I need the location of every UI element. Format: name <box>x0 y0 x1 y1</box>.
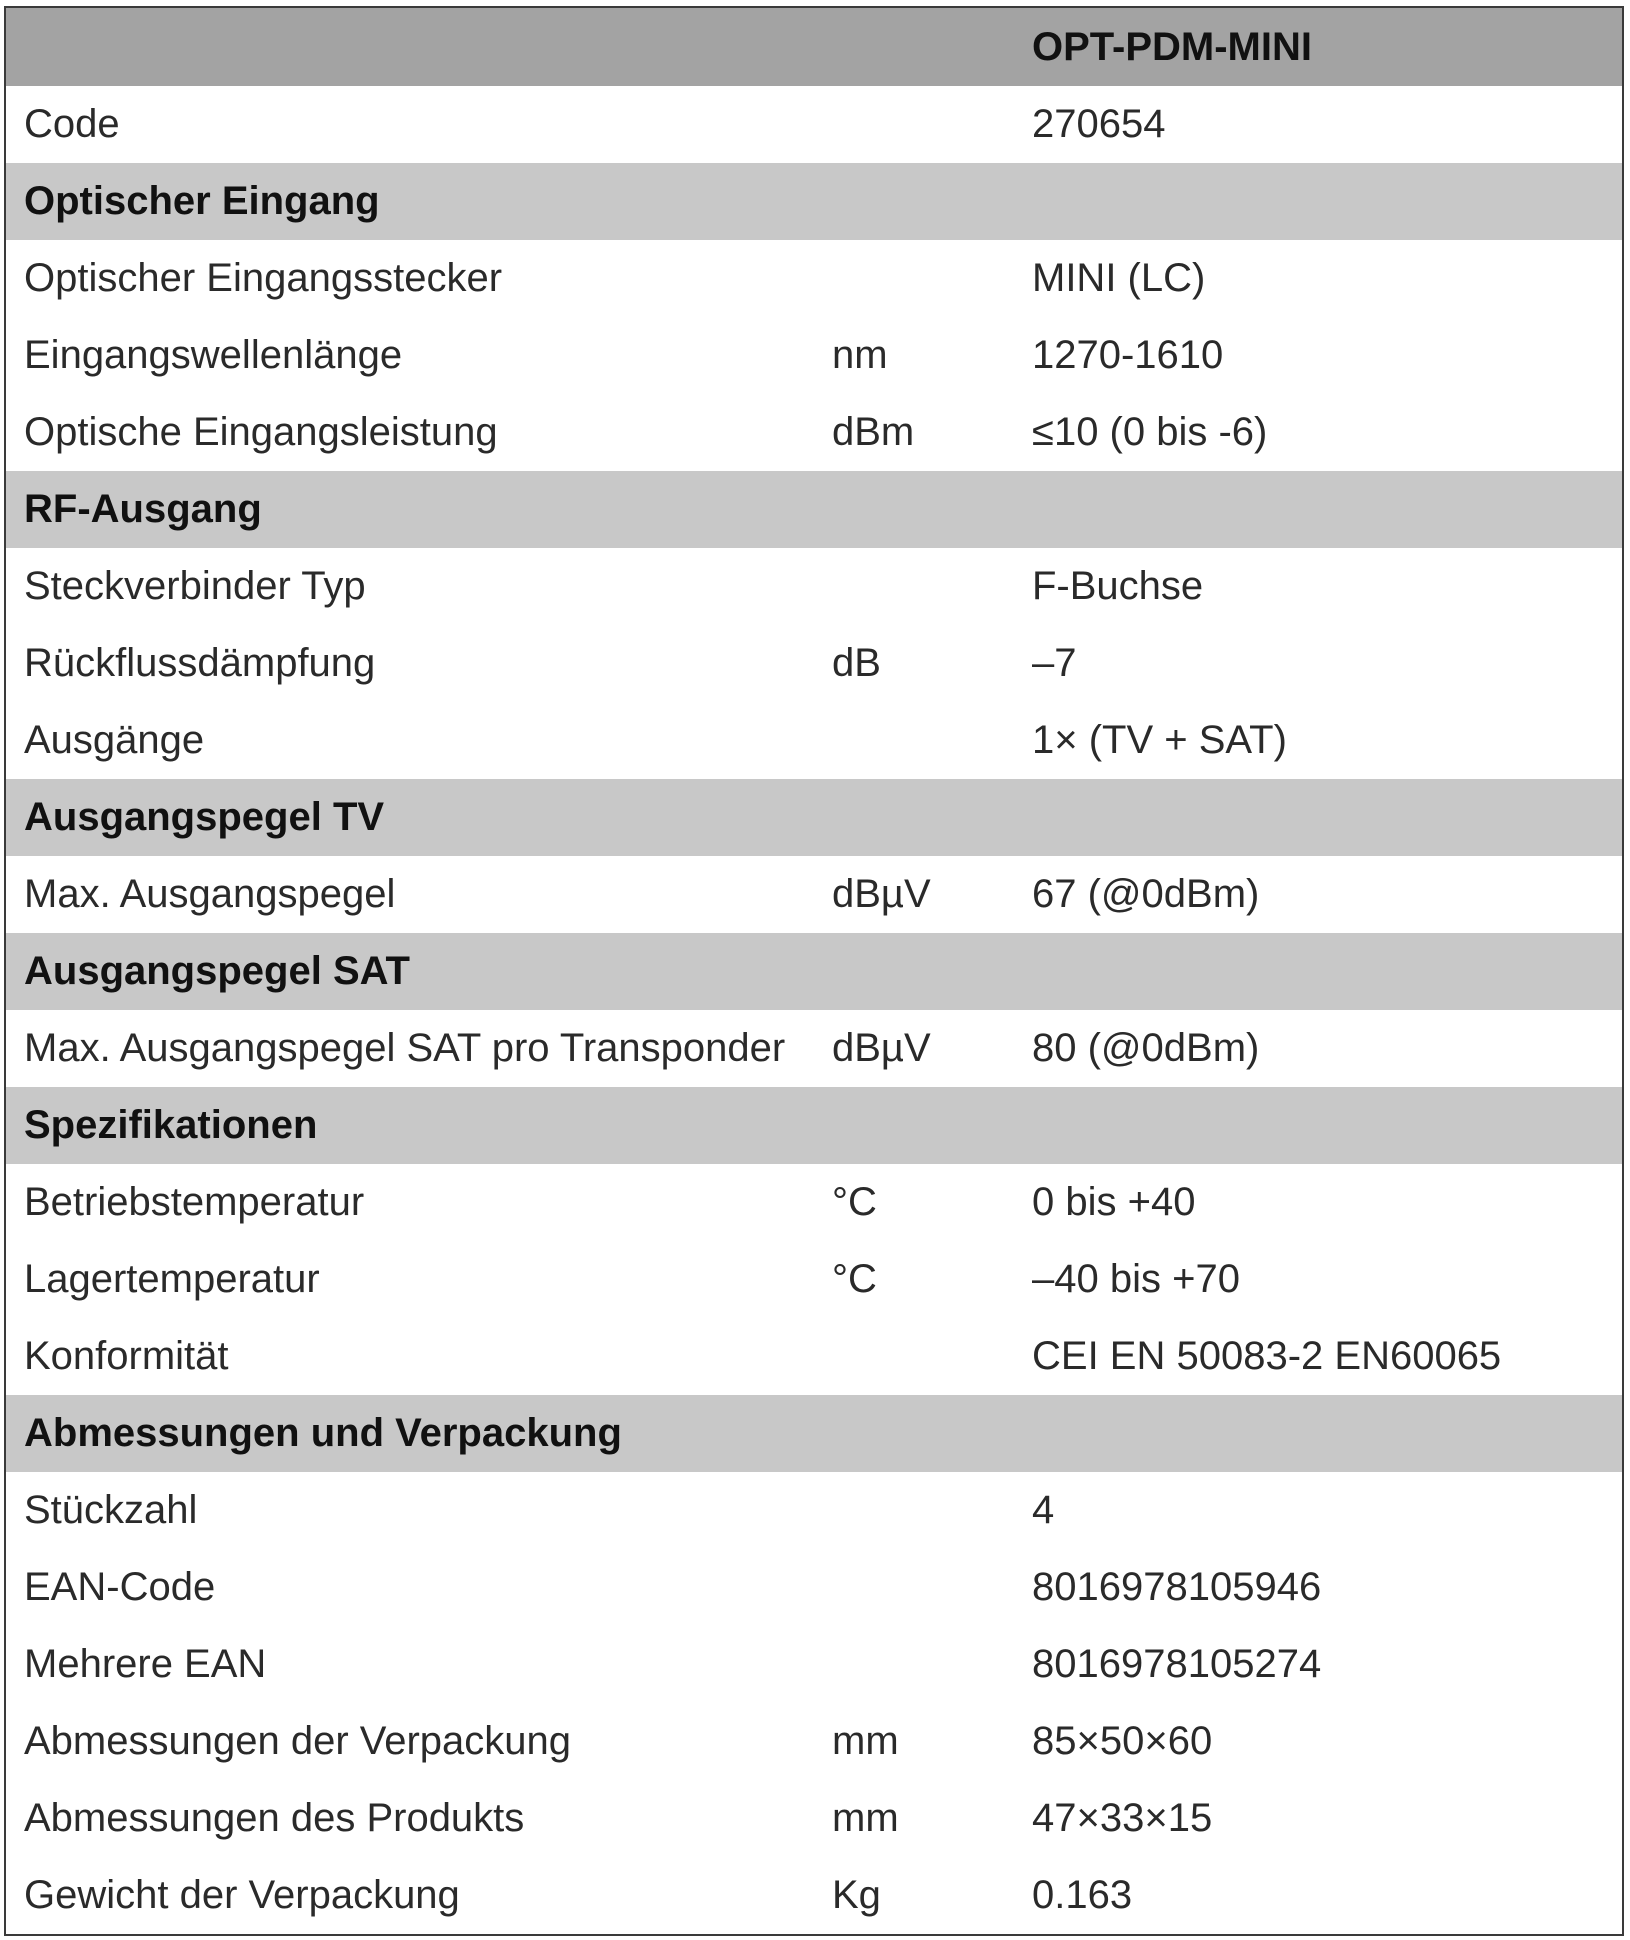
row-label: Ausgänge <box>24 718 205 762</box>
section-header <box>6 471 1622 548</box>
row-label: Optische Eingangsleistung <box>24 410 498 454</box>
row-value: 47×33×15 <box>1032 1796 1213 1840</box>
row-unit: °C <box>832 1180 877 1224</box>
row-unit: dB <box>832 641 881 685</box>
row-unit: dBm <box>832 410 915 454</box>
row-value: 0.163 <box>1032 1873 1133 1917</box>
row-value: 85×50×60 <box>1032 1719 1213 1763</box>
row-value: 4 <box>1032 1488 1055 1532</box>
table-row <box>6 317 1622 394</box>
table-body <box>6 86 1622 1934</box>
section-header <box>6 163 1622 240</box>
row-label: Steckverbinder Typ <box>24 564 366 608</box>
table-row <box>6 625 1622 702</box>
row-label: Code <box>24 102 120 146</box>
row-value: –7 <box>1032 641 1077 685</box>
row-label: Betriebstemperatur <box>24 1180 365 1224</box>
table-row <box>6 394 1622 471</box>
table-row <box>6 1164 1622 1241</box>
row-unit: nm <box>832 333 888 377</box>
row-unit: dBµV <box>832 872 931 916</box>
section-title: Spezifikationen <box>24 1103 318 1147</box>
row-value: 270654 <box>1032 102 1166 146</box>
row-unit: °C <box>832 1257 877 1301</box>
table-row <box>6 548 1622 625</box>
row-unit: mm <box>832 1719 899 1763</box>
row-value: 1270-1610 <box>1032 333 1224 377</box>
table-row <box>6 86 1622 163</box>
table-row <box>6 1626 1622 1703</box>
row-value: MINI (LC) <box>1032 256 1206 300</box>
section-title: Optischer Eingang <box>24 179 380 223</box>
row-value: ≤10 (0 bis -6) <box>1032 410 1268 454</box>
row-label: Gewicht der Verpackung <box>24 1873 460 1917</box>
table-row <box>6 1241 1622 1318</box>
row-label: Max. Ausgangspegel SAT pro Transponder <box>24 1026 786 1070</box>
table-row <box>6 1010 1622 1087</box>
table-row <box>6 856 1622 933</box>
row-value: CEI EN 50083-2 EN60065 <box>1032 1334 1502 1378</box>
table-row <box>6 1780 1622 1857</box>
row-value: 1× (TV + SAT) <box>1032 718 1287 762</box>
row-value: –40 bis +70 <box>1032 1257 1240 1301</box>
table-row <box>6 1703 1622 1780</box>
row-value: 0 bis +40 <box>1032 1180 1196 1224</box>
row-label: Eingangswellenlänge <box>24 333 403 377</box>
row-unit: Kg <box>832 1873 881 1917</box>
table-row <box>6 702 1622 779</box>
section-title: Abmessungen und Verpackung <box>24 1411 622 1455</box>
row-value: 8016978105946 <box>1032 1565 1322 1609</box>
row-label: Konformität <box>24 1334 229 1378</box>
row-label: Abmessungen der Verpackung <box>24 1719 572 1763</box>
row-label: Mehrere EAN <box>24 1642 267 1686</box>
row-unit: mm <box>832 1796 899 1840</box>
table-row <box>6 1472 1622 1549</box>
spec-table <box>4 6 1624 1936</box>
section-header <box>6 779 1622 856</box>
product-name: OPT-PDM-MINI <box>1032 24 1312 69</box>
row-label: Abmessungen des Produkts <box>24 1796 525 1840</box>
table-row <box>6 1549 1622 1626</box>
section-header <box>6 1395 1622 1472</box>
row-value: 67 (@0dBm) <box>1032 872 1260 916</box>
table-row <box>6 1318 1622 1395</box>
row-label: Rückflussdämpfung <box>24 641 376 685</box>
section-title: Ausgangspegel SAT <box>24 949 410 993</box>
row-value: F-Buchse <box>1032 564 1204 608</box>
row-value: 8016978105274 <box>1032 1642 1322 1686</box>
row-label: Optischer Eingangsstecker <box>24 256 503 300</box>
table-row <box>6 1857 1622 1934</box>
section-header <box>6 1087 1622 1164</box>
section-title: RF-Ausgang <box>24 487 262 531</box>
row-label: Lagertemperatur <box>24 1257 320 1301</box>
table-header <box>6 8 1622 86</box>
row-label: Max. Ausgangspegel <box>24 872 396 916</box>
row-value: 80 (@0dBm) <box>1032 1026 1260 1070</box>
row-unit: dBµV <box>832 1026 931 1070</box>
row-label: EAN-Code <box>24 1565 216 1609</box>
section-header <box>6 933 1622 1010</box>
row-label: Stückzahl <box>24 1488 198 1532</box>
table-row <box>6 240 1622 317</box>
section-title: Ausgangspegel TV <box>24 795 385 839</box>
